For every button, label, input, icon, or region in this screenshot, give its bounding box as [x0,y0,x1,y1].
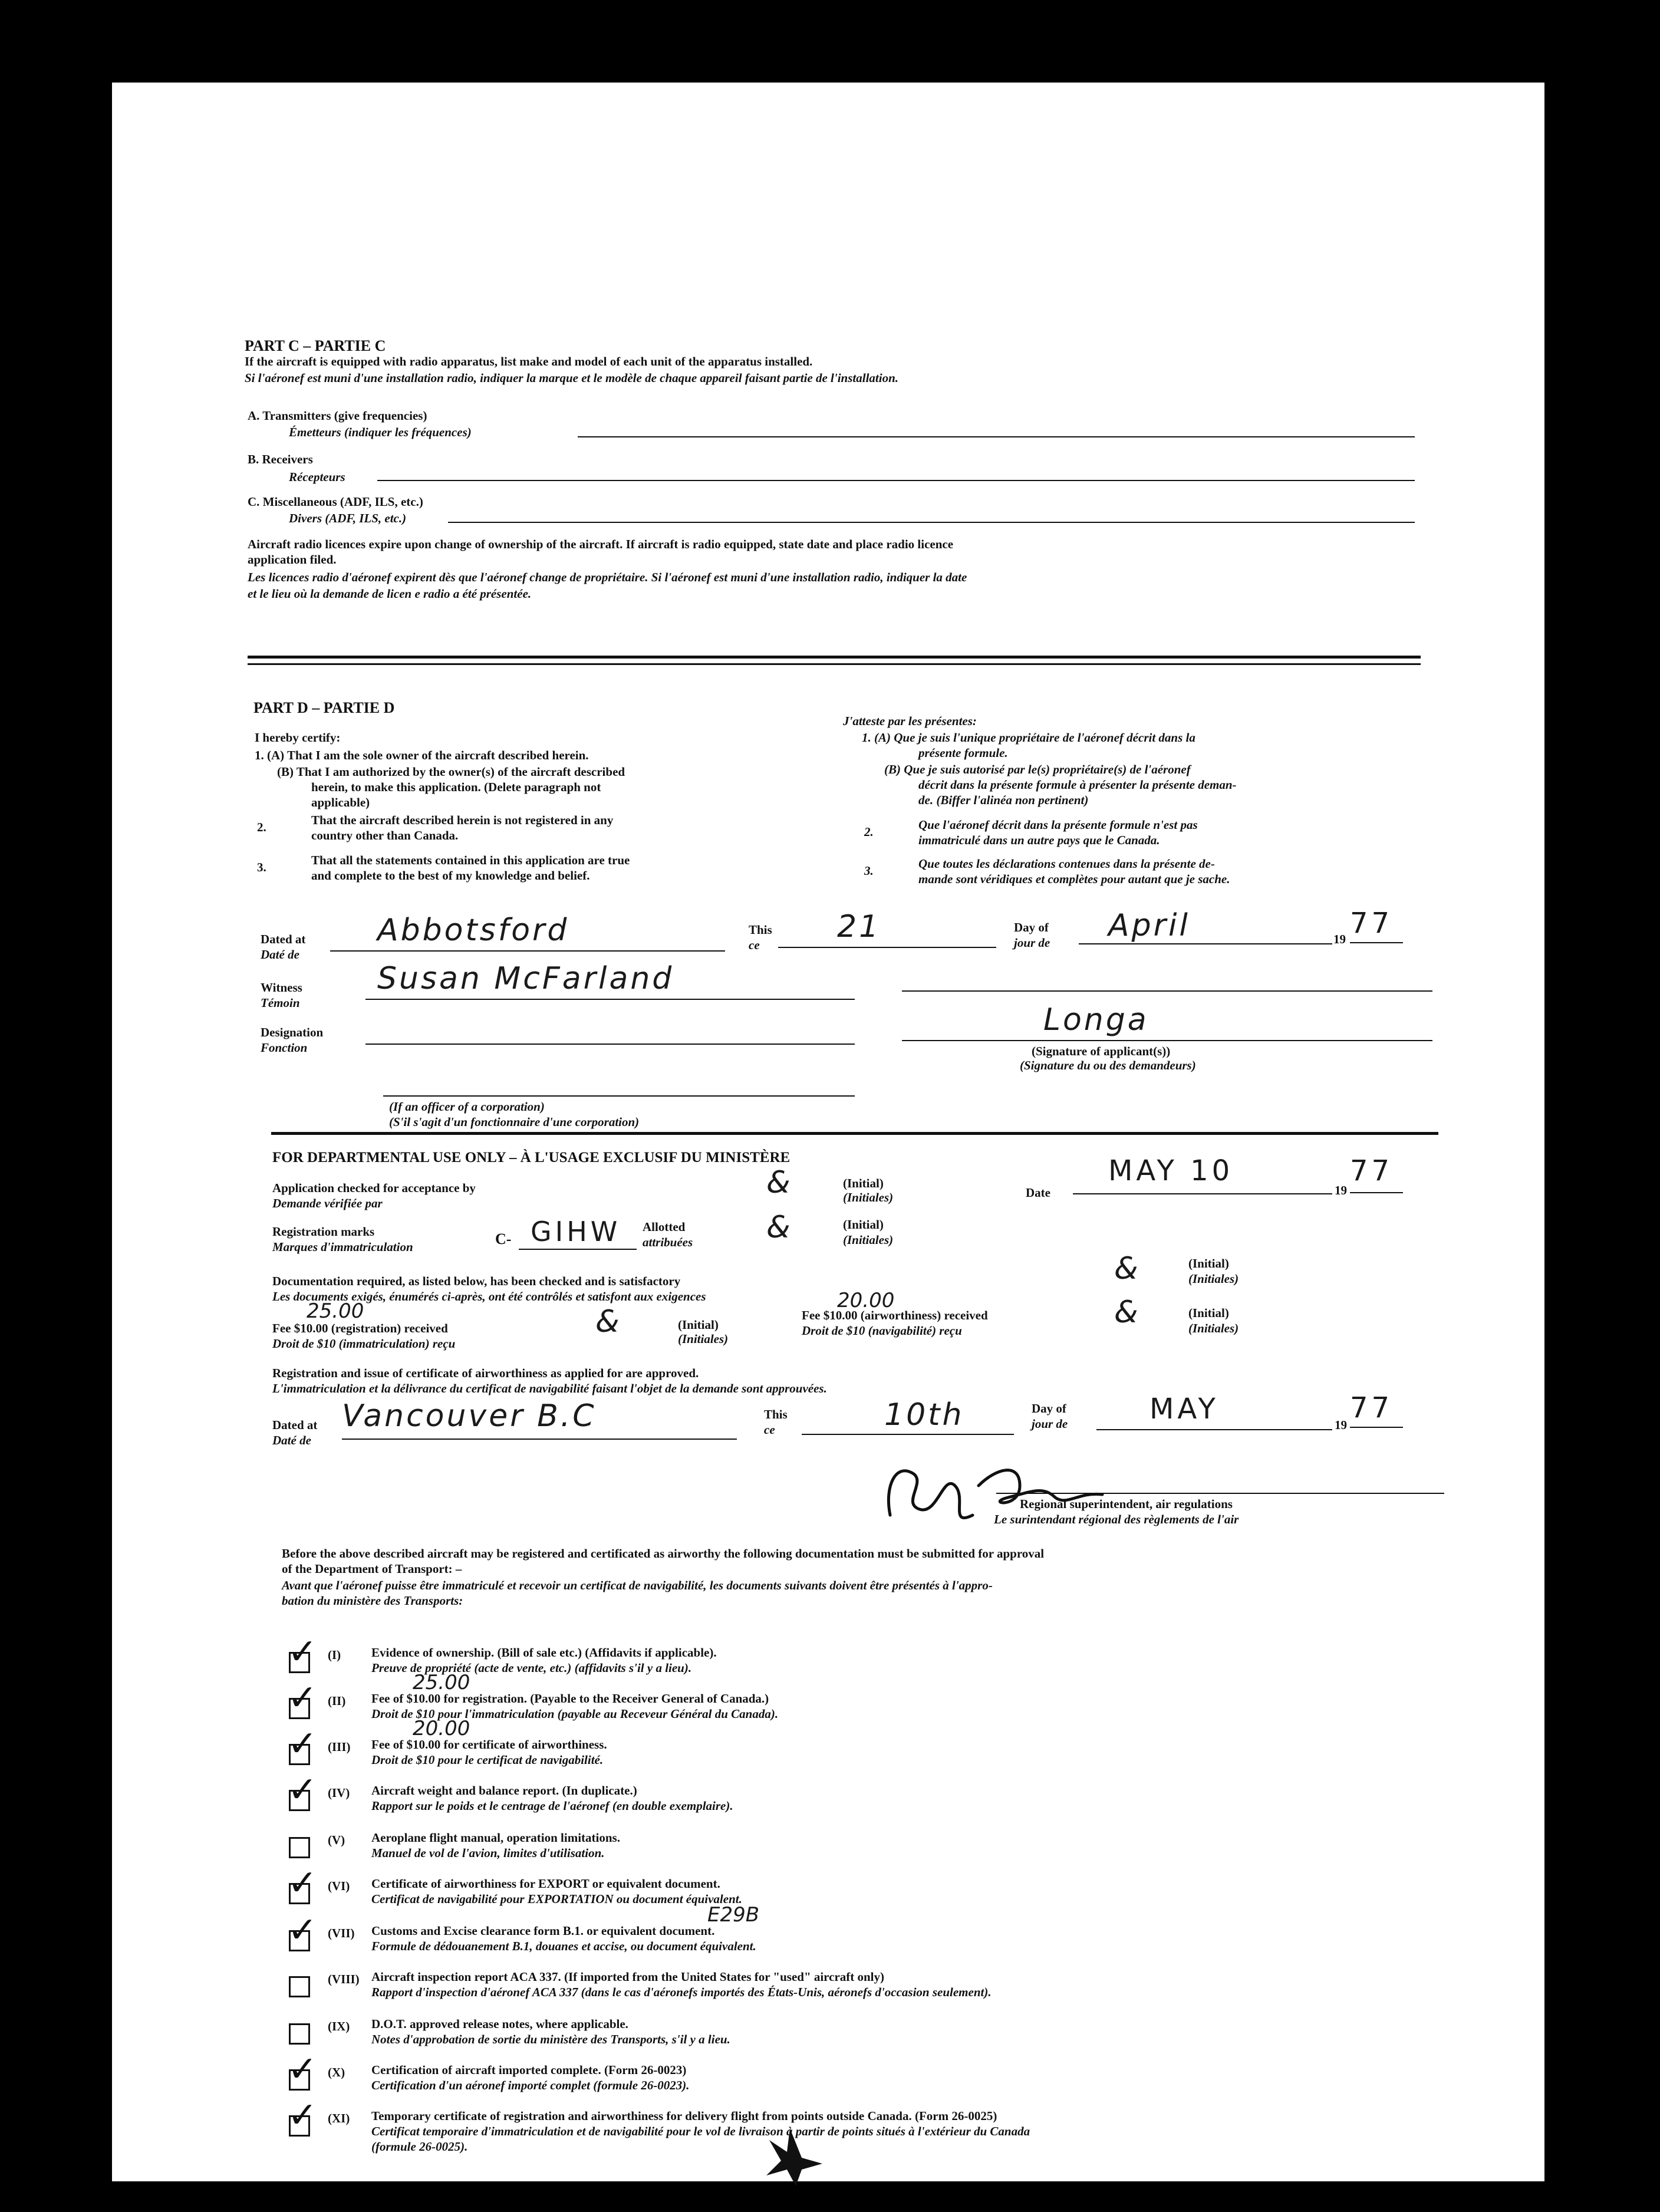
cert-en-line: applicable) [311,795,370,809]
cert-fr-line: 1. (A) Que je suis l'unique propriétaire de l'aéronef décrit dans la [862,730,1195,745]
transmitters-label: A. Transmitters (give frequencies) [248,409,427,423]
initial-label: (Initial) [678,1318,719,1332]
dept-month-value: MAY [1150,1393,1219,1426]
requirement-text-fr: Certification d'un aéronef importé complet (formule 26-0023). [371,2078,690,2092]
departmental-heading: FOR DEPARTMENTAL USE ONLY – À L'USAGE EXCLUSIF DU MINISTÈRE [272,1150,791,1166]
dated-at-line [330,950,725,952]
dept-dated-at-line [342,1439,737,1440]
fee-air-amount: 20.00 [837,1289,895,1312]
date-year-value: 77 [1350,1154,1394,1187]
witness-value: Susan McFarland [377,961,674,996]
cert-en-line: herein, to make this application. (Delete paragraph not [311,780,601,794]
fee-reg-label-fr: Droit de $10 (immatriculation) reçu [272,1337,456,1351]
requirement-text-en: Temporary certificate of registration and airworthiness for delivery flight from points outside Canada. (Form 26-0025) [371,2109,997,2123]
fee-air-initials: & [1114,1295,1141,1330]
witness-label-fr: Témoin [261,996,300,1010]
dept-day-of-label: Day of [1032,1401,1066,1416]
initial-label: (Initial) [843,1217,884,1232]
designation-label-fr: Fonction [261,1041,308,1055]
fee-air-label: Fee $10.00 (airworthiness) received [802,1308,988,1322]
initial-label: (Initial) [1188,1256,1229,1270]
dated-at-value: Abbotsford [377,913,569,948]
fee-reg-label: Fee $10.00 (registration) received [272,1321,448,1335]
requirement-text-en: Fee of $10.00 for registration. (Payable to the Receiver General of Canada.) [371,1691,769,1706]
misc-label: C. Miscellaneous (ADF, ILS, etc.) [248,495,423,509]
this-label-fr: ce [749,938,760,952]
checkmark-icon: ✓ [288,1631,318,1673]
dept-this-label-fr: ce [764,1423,775,1437]
cert-en-line: 3. [257,860,266,874]
requirements-intro-fr-1: Avant que l'aéronef puisse être immatriculé et recevoir un certificat de navigabilité, les documents suivants doivent être présentés à l'appro- [282,1578,993,1592]
section-divider [271,1132,1438,1135]
licence-note-en-2: application filed. [248,552,337,567]
fee-reg-initials: & [595,1304,622,1339]
initial-label-fr: (Initiales) [843,1190,894,1204]
dept-month-line [1096,1429,1332,1430]
requirement-number: (I) [328,1648,341,1662]
docs-label: Documentation required, as listed below, has been checked and is satisfactory [272,1274,681,1288]
requirement-number: (III) [328,1740,351,1754]
cert-fr-line: (B) Que je suis autorisé par le(s) propriétaire(s) de l'aéronef [884,762,1191,776]
requirement-text-en: Certificate of airworthiness for EXPORT or equivalent document. [371,1877,720,1891]
certify-label-fr: J'atteste par les présentes: [843,714,977,728]
cert-fr-line: Que toutes les déclarations contenues dans la présente de- [918,857,1215,871]
requirement-text-en: Aeroplane flight manual, operation limitations. [371,1831,620,1845]
cert-fr-line: décrit dans la présente formule à présenter la présente deman- [918,778,1237,792]
checked-label: Application checked for acceptance by [272,1181,476,1195]
approved-label: Registration and issue of certificate of airworthiness as applied for are approved. [272,1366,699,1380]
witness-label: Witness [261,980,302,995]
requirement-text-fr: Rapport sur le poids et le centrage de l'aéronef (en double exemplaire). [371,1799,733,1813]
requirements-intro-fr-2: bation du ministère des Transports: [282,1594,463,1608]
year-prefix: 19 [1333,932,1346,946]
requirement-checkbox[interactable] [289,2023,310,2045]
requirement-text-fr: Rapport d'inspection d'aéronef ACA 337 (dans le cas d'aéronefs importés des États-Unis, aéronefs d'occasion seulement). [371,1985,992,1999]
initial-label: (Initial) [843,1176,884,1190]
designation-label: Designation [261,1025,324,1039]
reg-prefix: C- [495,1230,512,1247]
requirement-text-fr: (formule 26-0025). [371,2139,468,2154]
superintendent-label: Regional superintendent, air regulations [1020,1497,1233,1511]
fee-reg-amount: 25.00 [307,1299,364,1323]
requirement-handwritten-note: 25.00 [413,1671,470,1694]
requirement-handwritten-note: 20.00 [413,1717,470,1740]
requirement-number: (VIII) [328,1972,360,1986]
dept-year-prefix: 19 [1335,1418,1347,1432]
signature-caption-fr: (Signature du ou des demandeurs) [1020,1058,1196,1072]
reg-initials: & [766,1210,793,1245]
cert-fr-line: immatriculé dans un autre pays que le Canada. [918,833,1160,847]
requirement-text-en: D.O.T. approved release notes, where applicable. [371,2017,628,2031]
requirement-number: (VII) [328,1926,355,1940]
section-divider [248,656,1421,659]
checkmark-icon: ✓ [288,1769,318,1811]
certify-label-en: I hereby certify: [255,730,341,745]
requirement-number: (XI) [328,2111,350,2125]
dept-year-line [1350,1427,1403,1428]
cert-en-line: 1. (A) That I am the sole owner of the aircraft described herein. [255,748,589,762]
date-year-line [1350,1192,1403,1193]
checkmark-icon: ✓ [288,1677,318,1719]
signature-caption: (Signature of applicant(s)) [1032,1044,1171,1058]
applicant-signature: Longa [1043,1002,1149,1038]
date-year-prefix: 19 [1335,1183,1347,1197]
requirement-text-en: Fee of $10.00 for certificate of airworthiness. [371,1737,607,1752]
requirement-text-en: Aircraft inspection report ACA 337. (If imported from the United States for "used" aircraft only) [371,1970,885,1984]
designation-line [365,1044,855,1045]
receivers-label-fr: Récepteurs [289,470,345,484]
superintendent-line [996,1493,1444,1494]
applicant-signature-line [902,1040,1432,1041]
applicant-line-1 [902,990,1432,992]
requirement-text-fr: Preuve de propriété (acte de vente, etc.) (affidavits s'il y a lieu). [371,1661,692,1675]
dept-this-label: This [764,1407,788,1421]
checkmark-icon: ✓ [288,1910,318,1951]
checked-label-fr: Demande vérifiée par [272,1196,383,1210]
dept-dated-at-value: Vancouver B.C [342,1398,597,1434]
initial-label: (Initial) [1188,1306,1229,1320]
reg-value: GIHW [531,1216,621,1247]
fee-air-label-fr: Droit de $10 (navigabilité) reçu [802,1324,962,1338]
docs-initials: & [1114,1251,1141,1286]
dept-dated-at-label: Dated at [272,1418,318,1432]
cert-en-line: country other than Canada. [311,828,459,842]
requirement-number: (VI) [328,1879,350,1893]
month-value: April [1108,908,1190,943]
year-line [1350,942,1403,943]
cert-fr-line: de. (Biffer l'alinéa non pertinent) [918,793,1089,807]
date-label: Date [1026,1186,1050,1200]
cert-fr-line: 3. [864,864,874,878]
cert-fr-line: Que l'aéronef décrit dans la présente formule n'est pas [918,818,1198,832]
requirement-checkbox[interactable] [289,1976,310,1997]
requirement-number: (V) [328,1833,345,1847]
cert-en-line: That all the statements contained in this application are true [311,853,630,867]
initial-label-fr: (Initiales) [1188,1272,1239,1286]
dept-day-value: 10th [884,1397,964,1433]
part-c-intro-en: If the aircraft is equipped with radio apparatus, list make and model of each unit of the apparatus installed. [245,354,813,368]
dated-at-label: Dated at [261,932,306,946]
receivers-label: B. Receivers [248,452,313,466]
requirement-text-en: Certification of aircraft imported complete. (Form 26-0023) [371,2063,687,2077]
part-d-heading: PART D – PARTIE D [253,699,395,716]
requirement-number: (IV) [328,1786,350,1800]
requirement-text-en: Customs and Excise clearance form B.1. or equivalent document. [371,1924,715,1938]
initial-label-fr: (Initiales) [1188,1321,1239,1335]
transmitters-label-fr: Émetteurs (indiquer les fréquences) [289,425,472,439]
cert-fr-line: 2. [864,825,874,839]
docs-label-fr: Les documents exigés, énumérés ci-après, ont été contrôlés et satisfont aux exigences [272,1289,706,1304]
requirements-intro-en-1: Before the above described aircraft may be registered and certificated as airworthy the following documentation must be submitted for approval [282,1546,1045,1561]
witness-line [365,999,855,1000]
day-of-label: Day of [1014,920,1049,934]
requirement-checkbox[interactable] [289,1837,310,1858]
requirement-number: (II) [328,1694,346,1708]
checkmark-icon: ✓ [288,2049,318,2090]
cert-en-line: 2. [257,820,266,834]
licence-note-en-1: Aircraft radio licences expire upon change of ownership of the aircraft. If aircraft is radio equipped, state date and place radio licence [248,537,954,551]
requirement-text-fr: Droit de $10 pour l'immatriculation (payable au Receveur Général du Canada). [371,1707,779,1721]
dept-day-of-label-fr: jour de [1032,1417,1068,1431]
requirement-handwritten-note: E29B [707,1903,760,1927]
approved-label-fr: L'immatriculation et la délivrance du certificat de navigabilité faisant l'objet de la demande sont approuvées. [272,1381,827,1395]
day-of-label-fr: jour de [1014,936,1050,950]
ink-blot [755,2122,825,2187]
licence-note-fr-2: et le lieu où la demande de licen e radio a été présentée. [248,587,532,601]
date-value: MAY 10 [1108,1154,1234,1187]
requirement-text-fr: Droit de $10 pour le certificat de navigabilité. [371,1753,604,1767]
cert-en-line: (B) That I am authorized by the owner(s) of the aircraft described [277,765,625,779]
requirement-text-fr: Certificat temporaire d'immatriculation et de navigabilité pour le vol de livraison à partir de points situés à l'extérieur du Canada [371,2124,1030,2138]
misc-label-fr: Divers (ADF, ILS, etc.) [289,511,407,525]
day-value: 21 [837,909,881,944]
requirement-text-fr: Manuel de vol de l'avion, limites d'utilisation. [371,1846,605,1860]
cert-fr-line: mande sont véridiques et complètes pour autant que je sache. [918,872,1230,886]
cert-en-line: and complete to the best of my knowledge and belief. [311,868,590,883]
requirement-text-fr: Notes d'approbation de sortie du ministère des Transports, s'il y a lieu. [371,2032,730,2046]
checkmark-icon: ✓ [288,1723,318,1765]
reg-line [519,1249,637,1250]
date-line [1073,1193,1332,1194]
checkmark-icon: ✓ [288,1862,318,1904]
requirement-number: (IX) [328,2019,350,2033]
officer-line [383,1095,855,1097]
initial-label-fr: (Initiales) [678,1332,729,1346]
requirement-text-en: Aircraft weight and balance report. (In duplicate.) [371,1783,637,1798]
year-value: 77 [1350,907,1394,940]
initial-label-fr: (Initiales) [843,1233,894,1247]
dated-at-label-fr: Daté de [261,947,299,962]
officer-caption: (If an officer of a corporation) [389,1100,545,1114]
day-line [778,947,996,948]
allotted-label-fr: attribuées [643,1235,693,1249]
this-label: This [749,923,772,937]
month-line [1079,943,1332,944]
officer-caption-fr: (S'il s'agit d'un fonctionnaire d'une corporation) [389,1115,640,1129]
dept-year-value: 77 [1350,1391,1394,1424]
part-c-intro-fr: Si l'aéronef est muni d'une installation radio, indiquer la marque et le modèle de chaque appareil faisant partie de l'installation. [245,371,899,385]
transmitters-field-line [578,436,1415,437]
licence-note-fr-1: Les licences radio d'aéronef expirent dès que l'aéronef change de propriétaire. Si l'aéronef est muni d'une installation radio, indiquer la date [248,570,967,584]
receivers-field-line [377,480,1415,481]
reg-marks-label-fr: Marques d'immatriculation [272,1240,413,1254]
requirements-intro-en-2: of the Department of Transport: – [282,1562,462,1576]
allotted-label: Allotted [643,1220,686,1234]
checked-initials: & [766,1165,793,1200]
requirement-text-en: Evidence of ownership. (Bill of sale etc.) (Affidavits if applicable). [371,1645,717,1660]
dept-day-line [802,1434,1014,1435]
cert-en-line: That the aircraft described herein is not registered in any [311,813,614,827]
misc-field-line [448,522,1415,523]
superintendent-label-fr: Le surintendant régional des règlements de l'air [994,1512,1239,1526]
checkmark-icon: ✓ [288,2095,318,2136]
requirement-text-fr: Formule de dédouanement B.1, douanes et accise, ou document équivalent. [371,1939,756,1953]
requirement-number: (X) [328,2065,345,2079]
part-c-heading: PART C – PARTIE C [245,337,386,354]
requirement-text-fr: Certificat de navigabilité pour EXPORTATION ou document équivalent. [371,1892,742,1906]
cert-fr-line: présente formule. [918,746,1008,760]
section-divider [248,663,1421,665]
reg-marks-label: Registration marks [272,1224,375,1239]
dept-dated-at-label-fr: Daté de [272,1433,311,1447]
